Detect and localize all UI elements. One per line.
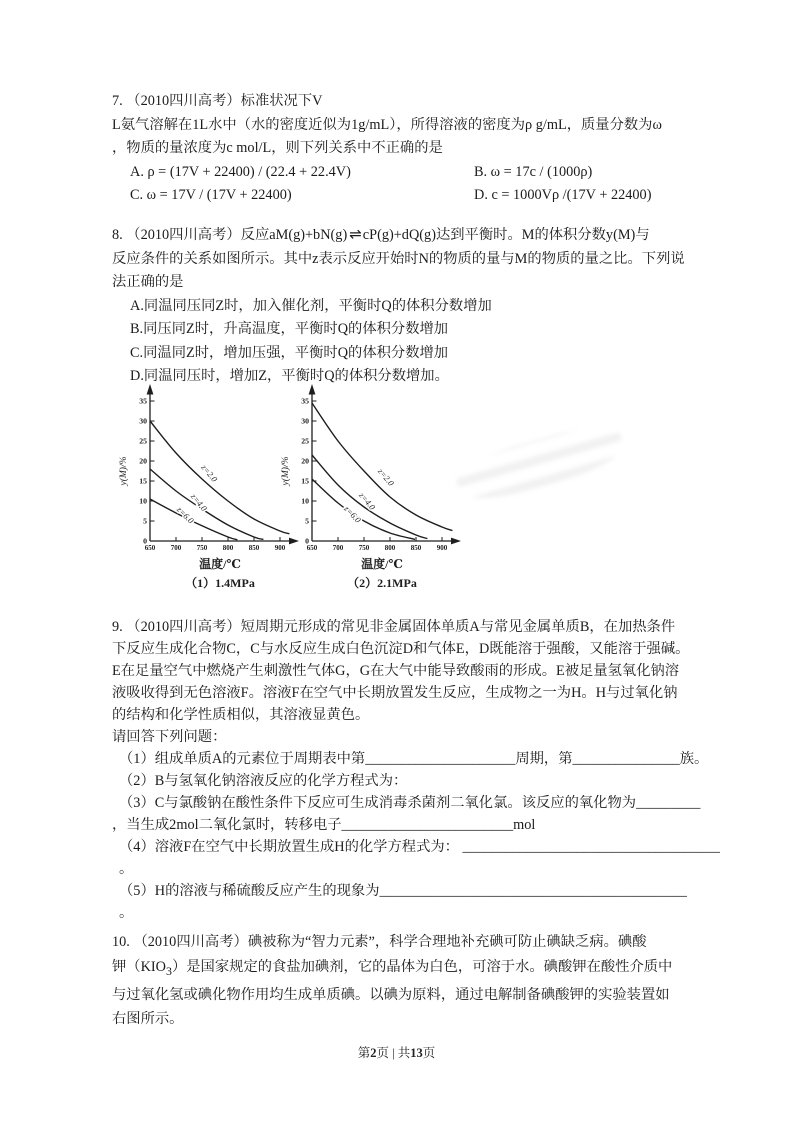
q9-stem-line-2: 下反应生成化合物C，C与水反应生成白色沉淀D和气体E，D既能溶于强酸，又能溶于强碱。 bbox=[112, 641, 690, 657]
q9-stem-line-4: 液吸收得到无色溶液F。溶液F在空气中长期放置发生反应，生成物之一为H。H与过氧化钠 bbox=[112, 685, 678, 701]
footer-separator: 页 | 共 bbox=[376, 1046, 411, 1060]
svg-text:0: 0 bbox=[143, 536, 147, 546]
equilibrium-arrow-icon: ⇌ bbox=[349, 225, 361, 243]
q10-stem-line-2 bbox=[112, 955, 692, 983]
q10-stem-line-2-post: ）是国家规定的食盐加碘剂，它的晶体为白色，可溶于水。碘酸钾在酸性介质中 bbox=[171, 958, 673, 975]
svg-text:800: 800 bbox=[384, 544, 396, 552]
question-8 bbox=[112, 223, 692, 389]
svg-text:700: 700 bbox=[332, 544, 344, 552]
q9-subquestion-3-line-1: （3）C与氯酸钠在酸性条件下反应可生成消毒杀菌剂二氧化氯。该反应的氧化物为_________ bbox=[119, 795, 701, 811]
q8-option-d: D.同温同压时，增加Z，平衡时Q的体积分数增加。 bbox=[130, 368, 449, 384]
q9-subquestion-4: （4）溶液F在空气中长期放置生成H的化学方程式为： ____________________________________ bbox=[119, 839, 720, 855]
q9-subquestion-1: （1）组成单质A的元素位于周期表中第_____________________周期，第_______________族。 bbox=[119, 751, 709, 767]
q10-stem-line-4: 右图所示。 bbox=[112, 1011, 184, 1028]
svg-text:30: 30 bbox=[301, 416, 309, 426]
svg-text:（2）2.1MPa: （2）2.1MPa bbox=[347, 576, 417, 590]
q8-option-a: A.同温同压同Z时，加入催化剂，平衡时Q的体积分数增加 bbox=[130, 297, 492, 314]
svg-text:650: 650 bbox=[306, 544, 318, 552]
svg-text:y(M)/%: y(M)/% bbox=[119, 456, 129, 486]
q7-stem-line-1: 7. （2010四川高考）标准状况下V bbox=[112, 93, 323, 109]
svg-text:z=4.0: z=4.0 bbox=[188, 491, 210, 514]
q9-prompt: 请回答下列问题： bbox=[112, 729, 227, 745]
q7-stem-line-3: ，物质的量浓度为c mol/L，则下列关系中不正确的是 bbox=[112, 140, 443, 156]
q8-option-b: B.同压同Z时，升高温度，平衡时Q的体积分数增加 bbox=[130, 321, 449, 337]
svg-text:10: 10 bbox=[139, 496, 147, 506]
svg-text:温度/℃: 温度/℃ bbox=[199, 557, 241, 571]
q7-option-b: B. ω = 17c / (1000ρ) bbox=[474, 163, 593, 180]
chart-2-1mpa bbox=[276, 376, 484, 594]
svg-text:5: 5 bbox=[305, 516, 309, 526]
q8-stem-line-1-post: cP(g)+dQ(g)达到平衡时。M的体积分数y(M)与 bbox=[362, 227, 650, 243]
svg-text:30: 30 bbox=[139, 416, 147, 426]
q10-stem-line-1: 10. （2010四川高考）碘被称为“智力元素”，科学合理地补充碘可防止碘缺乏病。碘酸 bbox=[112, 934, 647, 950]
q9-stem-line-5: 的结构和化学性质相似，其溶液显黄色。 bbox=[112, 707, 370, 723]
svg-text:15: 15 bbox=[139, 476, 147, 486]
q9-subquestion-3-line-2: ，当生成2mol二氧化氯时，转移电子________________________mol bbox=[112, 817, 536, 833]
q10-stem-line-2-pre: 钾（KIO bbox=[112, 958, 167, 975]
q9-subquestion-4-period: 。 bbox=[119, 861, 134, 877]
svg-text:z=6.0: z=6.0 bbox=[342, 503, 364, 525]
svg-text:5: 5 bbox=[143, 516, 147, 526]
svg-text:850: 850 bbox=[248, 544, 260, 552]
question-7 bbox=[112, 90, 692, 208]
q7-option-d: D. c = 1000Vρ /(17V + 22400) bbox=[474, 187, 652, 203]
svg-text:25: 25 bbox=[301, 436, 309, 446]
svg-text:650: 650 bbox=[144, 544, 156, 552]
q8-figure bbox=[114, 376, 676, 596]
svg-text:y(M)/%: y(M)/% bbox=[281, 456, 291, 486]
q9-stem-line-3: E在足量空气中燃烧产生刺激性气体G，G在大气中能导致酸雨的形成。E被足量氢氧化钠溶 bbox=[112, 663, 680, 679]
q8-stem-line-1-pre: 8. （2010四川高考）反应aM(g)+bN(g) bbox=[112, 227, 348, 243]
svg-text:35: 35 bbox=[139, 396, 147, 406]
q9-subquestion-2: （2）B与氢氧化钠溶液反应的化学方程式为： bbox=[119, 773, 408, 789]
q10-kio3-subscript: 3 bbox=[166, 963, 172, 978]
q8-option-c: C.同温同Z时，增加压强，平衡时Q的体积分数增加 bbox=[130, 344, 449, 361]
svg-text:0: 0 bbox=[305, 536, 309, 546]
svg-text:700: 700 bbox=[170, 544, 182, 552]
footer-total-pages: 13 bbox=[410, 1046, 423, 1060]
svg-text:z=6.0: z=6.0 bbox=[174, 504, 196, 526]
q8-stem-line-3: 法正确的是 bbox=[112, 274, 184, 290]
svg-text:10: 10 bbox=[301, 496, 309, 506]
svg-text:850: 850 bbox=[410, 544, 422, 552]
question-10 bbox=[112, 930, 692, 1032]
svg-text:35: 35 bbox=[301, 396, 309, 406]
q10-stem-line-3: 与过氧化氢或碘化物作用均生成单质碘。以碘为原料，通过电解制备碘酸钾的实验装置如 bbox=[112, 986, 670, 1003]
svg-text:z=2.0: z=2.0 bbox=[199, 462, 220, 484]
footer-label: 第 bbox=[357, 1046, 371, 1060]
svg-text:750: 750 bbox=[358, 544, 370, 552]
q7-option-c: C. ω = 17V / (17V + 22400) bbox=[130, 187, 292, 203]
q7-options-row-1 bbox=[112, 161, 692, 185]
q7-options-row-2 bbox=[112, 184, 692, 208]
svg-text:25: 25 bbox=[139, 436, 147, 446]
svg-text:800: 800 bbox=[222, 544, 234, 552]
q7-stem-line-2: L氨气溶解在1L水中（水的密度近似为1g/mL），所得溶液的密度为ρ g/mL，质量分数为ω bbox=[112, 116, 662, 133]
svg-text:750: 750 bbox=[196, 544, 208, 552]
q9-stem-line-1: 9. （2010四川高考）短周期元形成的常见非金属固体单质A与常见金属单质B，在加热条件 bbox=[112, 619, 676, 635]
svg-text:15: 15 bbox=[301, 476, 309, 486]
svg-text:z=2.0: z=2.0 bbox=[375, 466, 397, 488]
svg-text:z=4.0: z=4.0 bbox=[357, 490, 378, 512]
q9-subquestion-5: （5）H的溶液与稀硫酸反应产生的现象为___________________________________________ bbox=[119, 883, 687, 899]
question-9 bbox=[112, 616, 720, 924]
svg-text:900: 900 bbox=[436, 544, 448, 552]
svg-text:（1）1.4MPa: （1）1.4MPa bbox=[185, 576, 255, 590]
footer-label-suffix: 页 bbox=[422, 1046, 436, 1060]
q7-option-a: A. ρ = (17V + 22400) / (22.4 + 22.4V) bbox=[130, 163, 351, 180]
q8-stem-line-2: 反应条件的关系如图所示。其中z表示反应开始时N的物质的量与M的物质的量之比。下列说 bbox=[112, 250, 685, 267]
svg-text:900: 900 bbox=[274, 544, 286, 552]
footer-page-number: 2 bbox=[370, 1046, 377, 1060]
svg-text:20: 20 bbox=[139, 456, 147, 466]
page-footer bbox=[0, 1043, 793, 1061]
q8-stem-line-1 bbox=[112, 223, 692, 248]
q9-subquestion-5-period: 。 bbox=[119, 905, 134, 921]
svg-text:温度/℃: 温度/℃ bbox=[361, 557, 403, 571]
svg-text:20: 20 bbox=[301, 456, 309, 466]
